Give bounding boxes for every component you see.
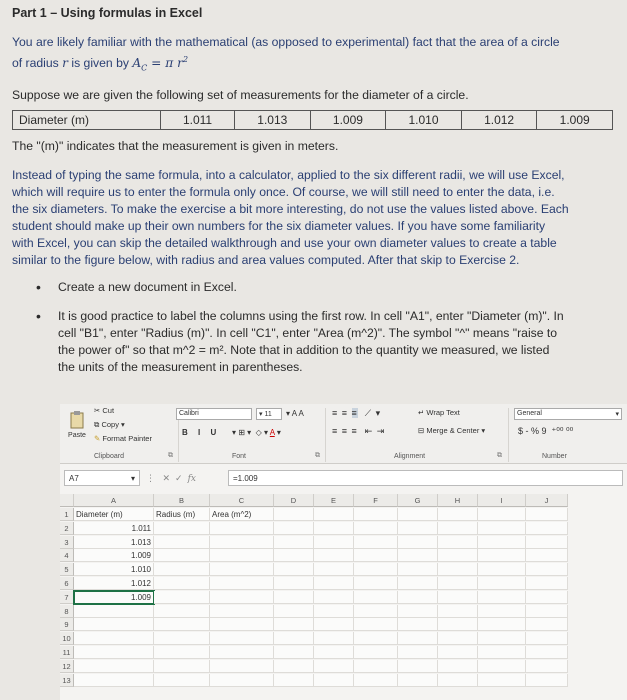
cell-g5[interactable]: [398, 563, 438, 576]
cell-d3[interactable]: [274, 536, 314, 549]
area-formula: $A_C = \pi$ $r^2$: [132, 55, 189, 73]
cell-h3[interactable]: [438, 536, 478, 549]
cell-e8[interactable]: [314, 605, 354, 618]
cell-e13[interactable]: [314, 674, 354, 687]
launcher-icon[interactable]: ⧉: [168, 452, 173, 459]
list-item: • It is good practice to label the columns using the first row. In cell "A1", enter "Diameter (m)". In cell "B1", enter "Radius (m)". In cell "C1", enter "Area (m^2)". The symbol "^" means "raise to the power of" so that m^2 = m². Note that in addition to the quantity we measured, we listed the units of the measurement in parentheses.: [36, 307, 564, 374]
cell-e12[interactable]: [314, 660, 354, 673]
cell-c6[interactable]: [210, 577, 274, 590]
cell-b10[interactable]: [154, 632, 210, 645]
cell-g2[interactable]: [398, 522, 438, 535]
cell-i13[interactable]: [478, 674, 526, 687]
row-header-10[interactable]: 10: [60, 632, 74, 645]
cell-g4[interactable]: [398, 549, 438, 562]
align-top-buttons[interactable]: ≡ ≡ ≡ ⟋ ▾: [332, 408, 382, 418]
cell-f7[interactable]: [354, 591, 398, 604]
cell-a13[interactable]: [74, 674, 154, 687]
cell-b7[interactable]: [154, 591, 210, 604]
column-header-j[interactable]: J: [526, 494, 568, 507]
cell-f3[interactable]: [354, 536, 398, 549]
row-header-3[interactable]: 3: [60, 536, 74, 549]
cell-f4[interactable]: [354, 549, 398, 562]
measurement-label: Diameter (m): [13, 110, 161, 129]
excel-screenshot: [60, 404, 627, 700]
cell-d10[interactable]: [274, 632, 314, 645]
cell-e9[interactable]: [314, 618, 354, 631]
cell-i10[interactable]: [478, 632, 526, 645]
cell-g6[interactable]: [398, 577, 438, 590]
cell-b6[interactable]: [154, 577, 210, 590]
cell-i11[interactable]: [478, 646, 526, 659]
column-header-c[interactable]: C: [210, 494, 274, 507]
number-format-buttons[interactable]: $ - % 9 ⁺⁰⁰ ⁰⁰: [518, 426, 574, 436]
cell-d4[interactable]: [274, 549, 314, 562]
clipboard-group-label: Clipboard: [94, 453, 124, 460]
row-header-5[interactable]: 5: [60, 563, 74, 576]
cell-c1[interactable]: Area (m^2): [210, 508, 274, 521]
launcher-icon[interactable]: ⧉: [497, 452, 502, 459]
measurement-value: 1.012: [461, 110, 537, 129]
cell-e4[interactable]: [314, 549, 354, 562]
cell-d7[interactable]: [274, 591, 314, 604]
font-name-select[interactable]: Calibri: [176, 408, 252, 420]
cell-a4[interactable]: 1.009: [74, 549, 154, 562]
cell-g10[interactable]: [398, 632, 438, 645]
cell-i12[interactable]: [478, 660, 526, 673]
suppose-text: Suppose we are given the following set of measurements for the diameter of a circle.: [12, 87, 469, 102]
brush-icon: ✎: [94, 434, 103, 443]
cell-c7[interactable]: [210, 591, 274, 604]
measurement-table: [12, 110, 613, 130]
cell-h13[interactable]: [438, 674, 478, 687]
cell-h1[interactable]: [438, 508, 478, 521]
cell-j12[interactable]: [526, 660, 568, 673]
font-format-buttons[interactable]: B I U: [182, 428, 221, 437]
measurement-value: 1.010: [386, 110, 462, 129]
format-painter-button[interactable]: ✎ Format Painter: [94, 434, 152, 443]
paste-icon: [68, 410, 86, 430]
cut-button[interactable]: ✂ Cut: [94, 406, 115, 415]
cell-e6[interactable]: [314, 577, 354, 590]
column-header-f[interactable]: F: [354, 494, 398, 507]
cell-j3[interactable]: [526, 536, 568, 549]
cell-f2[interactable]: [354, 522, 398, 535]
column-header-a[interactable]: A: [74, 494, 154, 507]
cell-f11[interactable]: [354, 646, 398, 659]
cell-b11[interactable]: [154, 646, 210, 659]
measurement-value: 1.009: [537, 110, 613, 129]
cell-a8[interactable]: [74, 605, 154, 618]
cell-c8[interactable]: [210, 605, 274, 618]
radius-symbol: r: [62, 56, 68, 71]
cell-h5[interactable]: [438, 563, 478, 576]
cell-g1[interactable]: [398, 508, 438, 521]
cell-c5[interactable]: [210, 563, 274, 576]
cell-j7[interactable]: [526, 591, 568, 604]
row-header-6[interactable]: 6: [60, 577, 74, 590]
cell-e3[interactable]: [314, 536, 354, 549]
page-title: Part 1 – Using formulas in Excel: [12, 6, 203, 20]
cell-h4[interactable]: [438, 549, 478, 562]
cell-j5[interactable]: [526, 563, 568, 576]
border-fill-buttons[interactable]: ▾ ⊞ ▾ ◇ ▾ A ▾: [232, 428, 281, 437]
copy-icon: ⧉: [94, 420, 102, 429]
cell-i6[interactable]: [478, 577, 526, 590]
cell-a10[interactable]: [74, 632, 154, 645]
wrap-text-icon: ↵: [418, 408, 427, 417]
cell-i9[interactable]: [478, 618, 526, 631]
alignment-group-label: Alignment: [394, 453, 426, 460]
cell-f9[interactable]: [354, 618, 398, 631]
list-item: • Create a new document in Excel.: [36, 278, 237, 295]
cell-i8[interactable]: [478, 605, 526, 618]
cell-j11[interactable]: [526, 646, 568, 659]
cell-d6[interactable]: [274, 577, 314, 590]
cell-a3[interactable]: 1.013: [74, 536, 154, 549]
formula-bar-controls[interactable]: ⋮ ✕ ✓ fx: [146, 473, 197, 484]
measurement-value: 1.009: [310, 110, 386, 129]
cell-d5[interactable]: [274, 563, 314, 576]
cell-b5[interactable]: [154, 563, 210, 576]
cell-e2[interactable]: [314, 522, 354, 535]
cell-i3[interactable]: [478, 536, 526, 549]
cell-e5[interactable]: [314, 563, 354, 576]
formula-input[interactable]: =1.009: [228, 470, 623, 486]
cell-a1[interactable]: Diameter (m): [74, 508, 154, 521]
cell-a5[interactable]: 1.010: [74, 563, 154, 576]
cell-a12[interactable]: [74, 660, 154, 673]
cell-c10[interactable]: [210, 632, 274, 645]
cell-c4[interactable]: [210, 549, 274, 562]
cell-j8[interactable]: [526, 605, 568, 618]
cell-f8[interactable]: [354, 605, 398, 618]
font-group-label: Font: [232, 453, 247, 460]
cell-d12[interactable]: [274, 660, 314, 673]
cell-b12[interactable]: [154, 660, 210, 673]
cell-d1[interactable]: [274, 508, 314, 521]
cell-j10[interactable]: [526, 632, 568, 645]
measurement-value: 1.013: [235, 110, 311, 129]
row-header-11[interactable]: 11: [60, 646, 74, 659]
cell-c12[interactable]: [210, 660, 274, 673]
cell-h7[interactable]: [438, 591, 478, 604]
cell-h8[interactable]: [438, 605, 478, 618]
cell-a9[interactable]: [74, 618, 154, 631]
units-note: The "(m)" indicates that the measurement is given in meters.: [12, 138, 339, 153]
launcher-icon[interactable]: ⧉: [315, 452, 320, 459]
wrap-text-button[interactable]: ↵ Wrap Text: [418, 408, 460, 417]
cell-d2[interactable]: [274, 522, 314, 535]
paste-button[interactable]: Paste: [64, 410, 90, 446]
cell-e11[interactable]: [314, 646, 354, 659]
cell-h6[interactable]: [438, 577, 478, 590]
cell-d9[interactable]: [274, 618, 314, 631]
cell-h9[interactable]: [438, 618, 478, 631]
formula-bar-row: [60, 470, 627, 488]
copy-button[interactable]: ⧉ Copy ▾: [94, 420, 125, 429]
cell-g11[interactable]: [398, 646, 438, 659]
cell-b3[interactable]: [154, 536, 210, 549]
cell-b8[interactable]: [154, 605, 210, 618]
cell-f12[interactable]: [354, 660, 398, 673]
cell-h10[interactable]: [438, 632, 478, 645]
row-header-13[interactable]: 13: [60, 674, 74, 687]
cell-g3[interactable]: [398, 536, 438, 549]
cell-j9[interactable]: [526, 618, 568, 631]
cell-a6[interactable]: 1.012: [74, 577, 154, 590]
cell-g7[interactable]: [398, 591, 438, 604]
cell-g13[interactable]: [398, 674, 438, 687]
cell-h11[interactable]: [438, 646, 478, 659]
row-header-8[interactable]: 8: [60, 605, 74, 618]
cell-g12[interactable]: [398, 660, 438, 673]
cell-h2[interactable]: [438, 522, 478, 535]
number-format-select[interactable]: General ▾: [514, 408, 622, 420]
font-size-buttons[interactable]: ▾ A A: [286, 409, 304, 418]
bullet-list: [12, 279, 615, 376]
row-header-9[interactable]: 9: [60, 618, 74, 631]
cell-g9[interactable]: [398, 618, 438, 631]
cell-c11[interactable]: [210, 646, 274, 659]
number-group-label: Number: [542, 453, 567, 460]
scissors-icon: ✂: [94, 406, 103, 415]
cell-a11[interactable]: [74, 646, 154, 659]
name-box[interactable]: A7 ▾: [64, 470, 140, 486]
cell-e1[interactable]: [314, 508, 354, 521]
cell-d11[interactable]: [274, 646, 314, 659]
cell-g8[interactable]: [398, 605, 438, 618]
cell-f6[interactable]: [354, 577, 398, 590]
row-header-1[interactable]: 1: [60, 508, 74, 521]
cell-j4[interactable]: [526, 549, 568, 562]
cell-j13[interactable]: [526, 674, 568, 687]
instructions: Instead of typing the same formula, into a calculator, applied to the six different radii, we will use Excel, which will require us to enter the formula only once. Of course, we will still need to enter the data, i.e. the six diameters. To make the exercise a bit more interesting, do not use the values listed above. Each student should make up their own numbers for the six diameter values. If you have some familiarity with Excel, you can skip the detailed walkthrough and use your own diameter values to create a table similar to the figure below, with radius and area values computed. After that skip to Exercise 2.: [12, 167, 569, 267]
column-header-g[interactable]: G: [398, 494, 438, 507]
cell-i2[interactable]: [478, 522, 526, 535]
cell-c13[interactable]: [210, 674, 274, 687]
column-header-d[interactable]: D: [274, 494, 314, 507]
column-header-i[interactable]: I: [478, 494, 526, 507]
cell-f1[interactable]: [354, 508, 398, 521]
measurement-value: 1.011: [161, 110, 235, 129]
intro-line-1: You are likely familiar with the mathematical (as opposed to experimental) fact that the area of a circle: [12, 35, 560, 49]
cell-d13[interactable]: [274, 674, 314, 687]
cell-b2[interactable]: [154, 522, 210, 535]
cell-c9[interactable]: [210, 618, 274, 631]
cell-j2[interactable]: [526, 522, 568, 535]
cell-i4[interactable]: [478, 549, 526, 562]
cell-a2[interactable]: 1.011: [74, 522, 154, 535]
cell-i7[interactable]: [478, 591, 526, 604]
align-bottom-buttons[interactable]: ≡ ≡ ≡ ⇤ ⇥: [332, 426, 386, 436]
cell-b9[interactable]: [154, 618, 210, 631]
cell-h12[interactable]: [438, 660, 478, 673]
cell-b4[interactable]: [154, 549, 210, 562]
cell-c3[interactable]: [210, 536, 274, 549]
cell-i5[interactable]: [478, 563, 526, 576]
cell-e10[interactable]: [314, 632, 354, 645]
row-header-12[interactable]: 12: [60, 660, 74, 673]
cell-f10[interactable]: [354, 632, 398, 645]
row-header-2[interactable]: 2: [60, 522, 74, 535]
merge-icon: ⊟: [418, 426, 427, 435]
font-size-select[interactable]: ▾ 11: [256, 408, 282, 420]
cell-e7[interactable]: [314, 591, 354, 604]
cell-j6[interactable]: [526, 577, 568, 590]
merge-center-button[interactable]: ⊟ Merge & Center ▾: [418, 426, 486, 435]
ribbon: [60, 404, 627, 464]
cell-b13[interactable]: [154, 674, 210, 687]
table-row: [13, 110, 613, 129]
cell-j1[interactable]: [526, 508, 568, 521]
cell-a7[interactable]: 1.009: [74, 591, 154, 604]
cell-c2[interactable]: [210, 522, 274, 535]
row-header-7[interactable]: 7: [60, 591, 74, 604]
column-header-h[interactable]: H: [438, 494, 478, 507]
cell-i1[interactable]: [478, 508, 526, 521]
row-header-4[interactable]: 4: [60, 549, 74, 562]
cell-d8[interactable]: [274, 605, 314, 618]
select-all-corner[interactable]: [60, 494, 74, 507]
intro-line-2: of radius r is given by $A_C = \pi$ $r^2$: [12, 55, 189, 73]
column-header-e[interactable]: E: [314, 494, 354, 507]
column-header-b[interactable]: B: [154, 494, 210, 507]
cell-f5[interactable]: [354, 563, 398, 576]
cell-f13[interactable]: [354, 674, 398, 687]
cell-b1[interactable]: Radius (m): [154, 508, 210, 521]
